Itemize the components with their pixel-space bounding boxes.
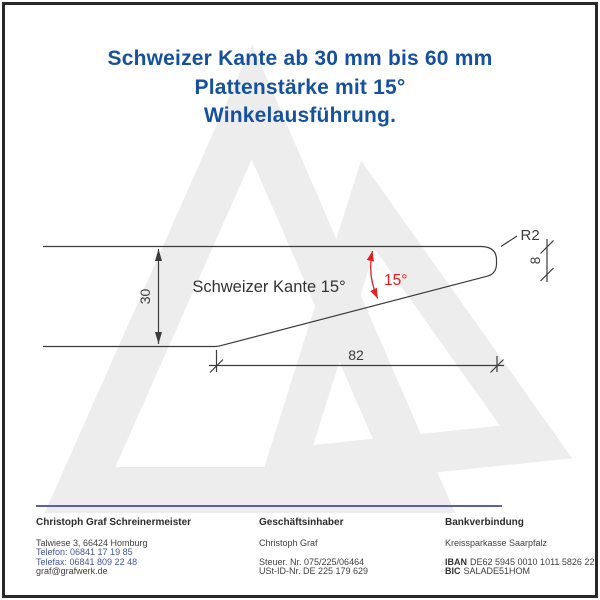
- title-line-3: Winkelausführung.: [203, 104, 397, 127]
- bank-header: Bankverbindung: [445, 517, 524, 528]
- bic-value: SALADE51HOM: [463, 566, 531, 577]
- owner-name: Christoph Graf: [259, 538, 318, 548]
- profile-caption: Schweizer Kante 15°: [192, 278, 346, 296]
- company-email: graf@grafwerk.de: [36, 566, 108, 577]
- company-address: Talwiese 3, 66424 Homburg: [36, 538, 148, 548]
- bic-label: BIC: [445, 566, 461, 577]
- dim-30-label: 30: [137, 288, 153, 305]
- company-fax-link[interactable]: Telefax: 06841 809 22 48: [36, 556, 138, 567]
- bic-line: [445, 567, 595, 576]
- radius-label: R2: [520, 227, 540, 244]
- iban-label: IBAN: [445, 556, 467, 567]
- iban-value: DE62 5945 0010 1011 5826 22: [470, 556, 595, 567]
- dim-8-label: 8: [528, 256, 543, 265]
- footer-company-column: [36, 517, 251, 577]
- vat-id: USt-ID-Nr. DE 225 179 629: [259, 566, 369, 577]
- footer-owner-column: [259, 517, 429, 577]
- owner-header: Geschäftsinhaber: [259, 517, 344, 528]
- footer-bank-column: [445, 517, 595, 577]
- title-line-1: Schweizer Kante ab 30 mm bis 60 mm: [107, 47, 493, 70]
- dim-82-label: 82: [348, 347, 364, 363]
- company-name: Christoph Graf Schreinermeister: [36, 517, 192, 528]
- company-phone-link[interactable]: Telefon: 06841 17 19 85: [36, 547, 133, 558]
- bank-name: Kreissparkasse Saarpfalz: [445, 538, 548, 548]
- title-line-2: Plattenstärke mit 15°: [194, 75, 406, 99]
- tax-number: Steuer. Nr. 075/225/06464: [259, 556, 365, 567]
- angle-label: 15°: [384, 272, 408, 289]
- footer-divider: [36, 505, 502, 507]
